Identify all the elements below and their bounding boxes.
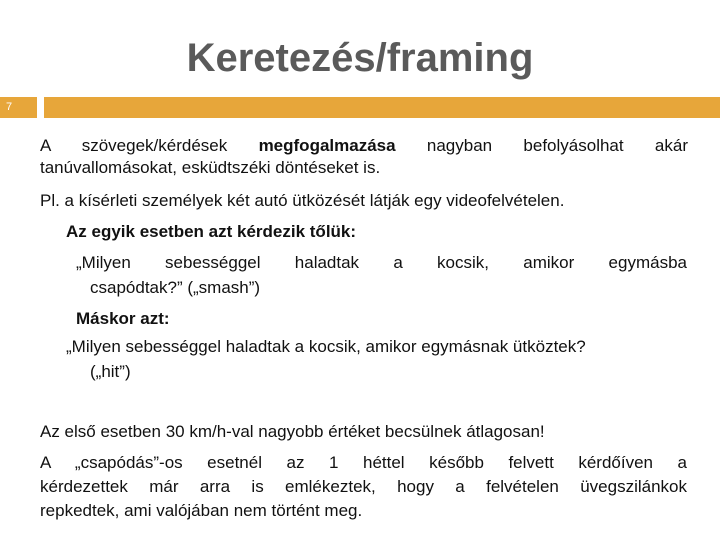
header-rule	[44, 97, 720, 118]
slide-title: Keretezés/framing	[186, 36, 534, 80]
paragraph-3: Az egyik esetben azt kérdezik tőlük:	[66, 222, 357, 241]
paragraph-1-line-1: A szövegek/kérdések megfogalmazása nagyban befolyásolhat akár	[40, 136, 688, 155]
paragraph-8-line-3: repkedtek, ami valójában nem történt meg.	[40, 501, 363, 520]
paragraph-1-line-2: tanúvallomásokat, esküdtszéki döntéseket is.	[40, 158, 381, 177]
paragraph-7: Az első esetben 30 km/h-val nagyobb értéket becsülnek átlagosan!	[40, 422, 545, 441]
quote-2-line-2: („hit”)	[90, 362, 131, 381]
paragraph-8-line-2: kérdezettek már arra is emlékeztek, hogy a felvételen üvegszilánkok	[40, 477, 687, 496]
quote-2-line-1: „Milyen sebességgel haladtak a kocsik, amikor egymásnak ütköztek?	[66, 337, 586, 356]
quote-1-line-2: csapódtak?” („smash”)	[90, 278, 261, 297]
quote-1-line-1: „Milyen sebességgel haladtak a kocsik, amikor egymásba	[76, 253, 687, 272]
slide-number: 7	[0, 97, 37, 118]
paragraph-8-line-1: A „csapódás”-os esetnél az 1 héttel később felvett kérdőíven a	[40, 453, 687, 472]
paragraph-2: Pl. a kísérleti személyek két autó ütközését látják egy videofelvételen.	[40, 191, 565, 210]
paragraph-5: Máskor azt:	[76, 309, 170, 328]
